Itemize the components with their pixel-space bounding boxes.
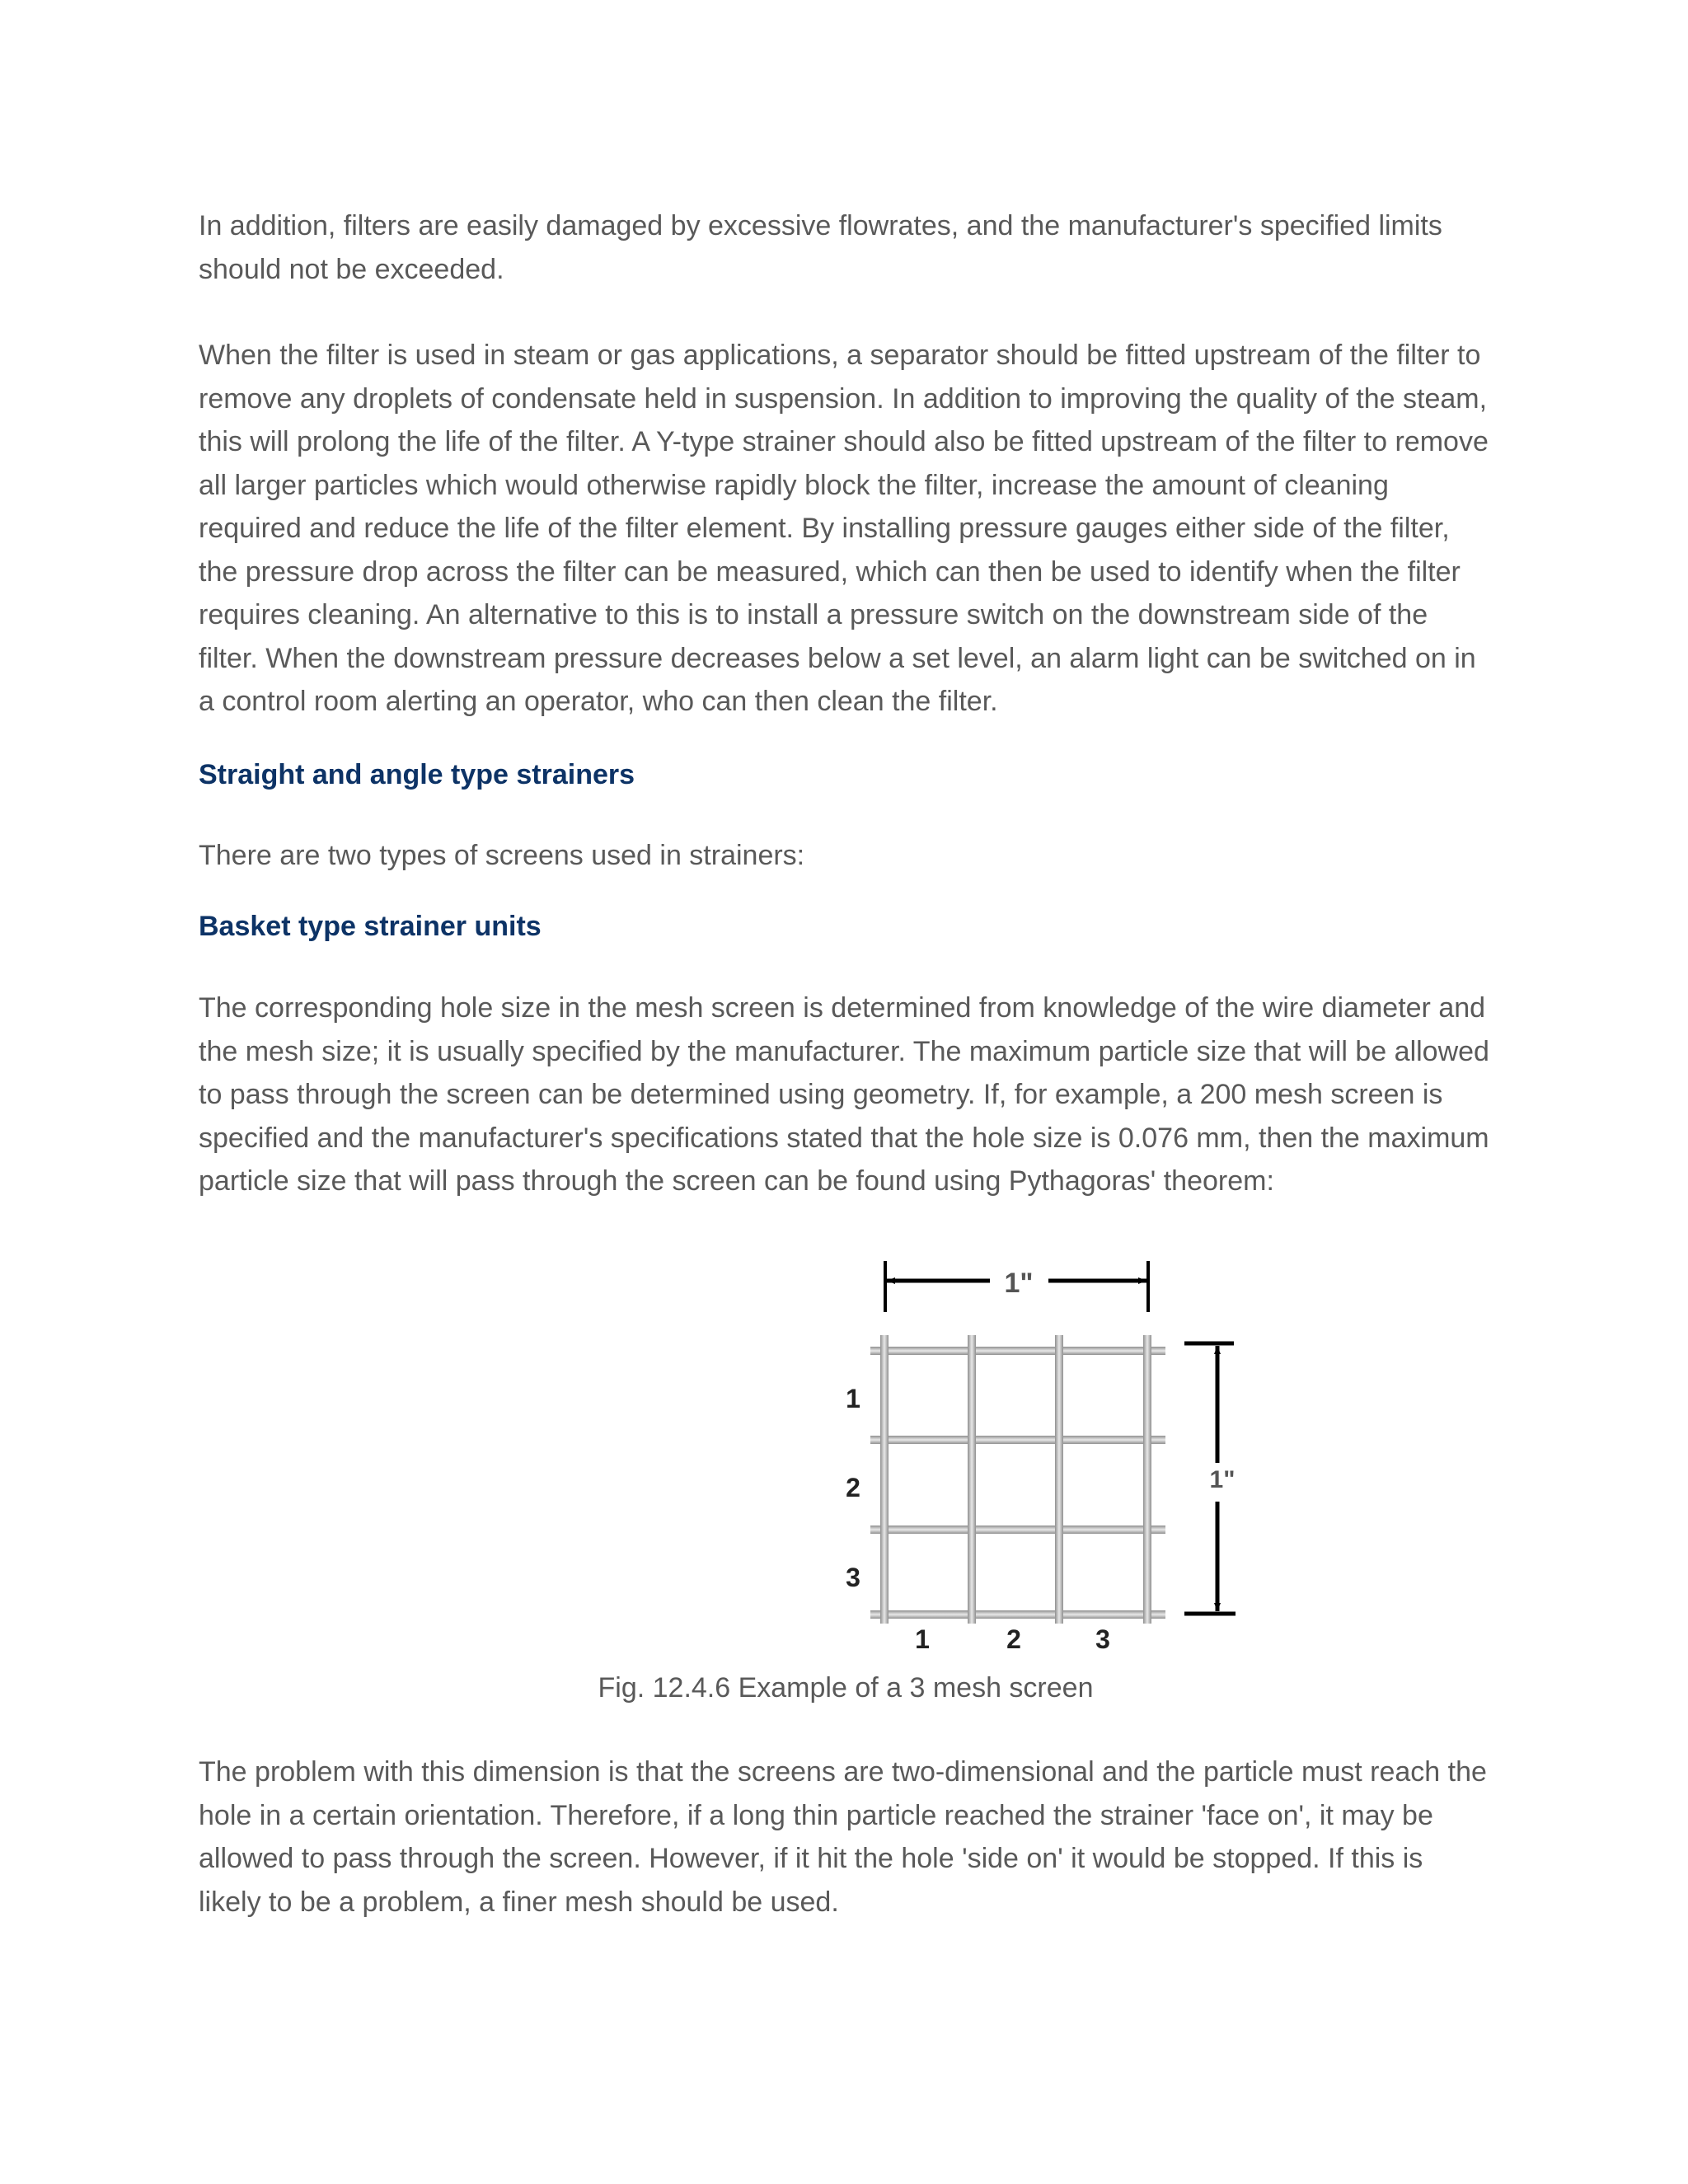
paragraph-screen-types: There are two types of screens used in strainers: <box>199 840 805 871</box>
top-dimension-label: 1" <box>1004 1268 1034 1299</box>
paragraph-steam-gas-applications: When the filter is used in steam or gas applications, a separator should be fitted upstream of the filter to remove any droplets of condensate held in suspension. In addition to improving the quality of the steam, this will prolong the life of the filter. A Y-type strainer should also be fitted upstream of the filter to remove all larger particles which would otherwise rapidly block the filter, increase the amount of cleaning required and reduce the life of the filter element. By installing pressure gauges either side of the filter, the pressure drop across the filter can be measured, which can then be used to identify when the filter requires cleaning. An alternative to this is to install a pressure switch on the downstream side of the filter. When the downstream pressure decreases below a set level, an alarm light can be switched on in a control room alerting an operator, who can then clean the filter. <box>199 340 1489 717</box>
figure-caption: Fig. 12.4.6 Example of a 3 mesh screen <box>598 1672 1094 1704</box>
mesh-screen-figure <box>199 1244 1493 1722</box>
paragraph-hole-size: The corresponding hole size in the mesh screen is determined from knowledge of the wire diameter and the mesh size; it is usually specified by the manufacturer. The maximum particle size that will be allowed to pass through the screen can be determined using geometry. If, for example, a 200 mesh screen is specified and the manufacturer's specifications stated that the hole size is 0.076 mm, then the maximum particle size that will pass through the screen can be found using Pythagoras' theorem: <box>199 992 1489 1197</box>
mesh-screen-diagram <box>640 1244 1250 1657</box>
paragraph-two-dimensional-screens: The problem with this dimension is that the screens are two-dimensional and the particle must reach the hole in a certain orientation. Therefore, if a long thin particle reached the strainer 'face on', it may be allowed to pass through the screen. However, if it hit the hole 'side on' it would be stopped. If this is likely to be a problem, a finer mesh should be used. <box>199 1756 1487 1918</box>
heading-straight-angle-strainers: Straight and angle type strainers <box>199 759 635 790</box>
row-label-2: 2 <box>846 1473 860 1502</box>
column-label-1: 1 <box>915 1624 930 1654</box>
side-dimension-label: 1" <box>1209 1466 1236 1493</box>
mesh-grid <box>870 1335 1165 1624</box>
row-label-3: 3 <box>846 1563 860 1592</box>
column-label-3: 3 <box>1095 1624 1110 1654</box>
row-label-1: 1 <box>846 1384 860 1413</box>
column-label-2: 2 <box>1006 1624 1021 1654</box>
heading-basket-strainer-units: Basket type strainer units <box>199 911 542 942</box>
paragraph-filter-flowrates: In addition, filters are easily damaged by excessive flowrates, and the manufacturer's specified limits should not be exceeded. <box>199 210 1442 285</box>
